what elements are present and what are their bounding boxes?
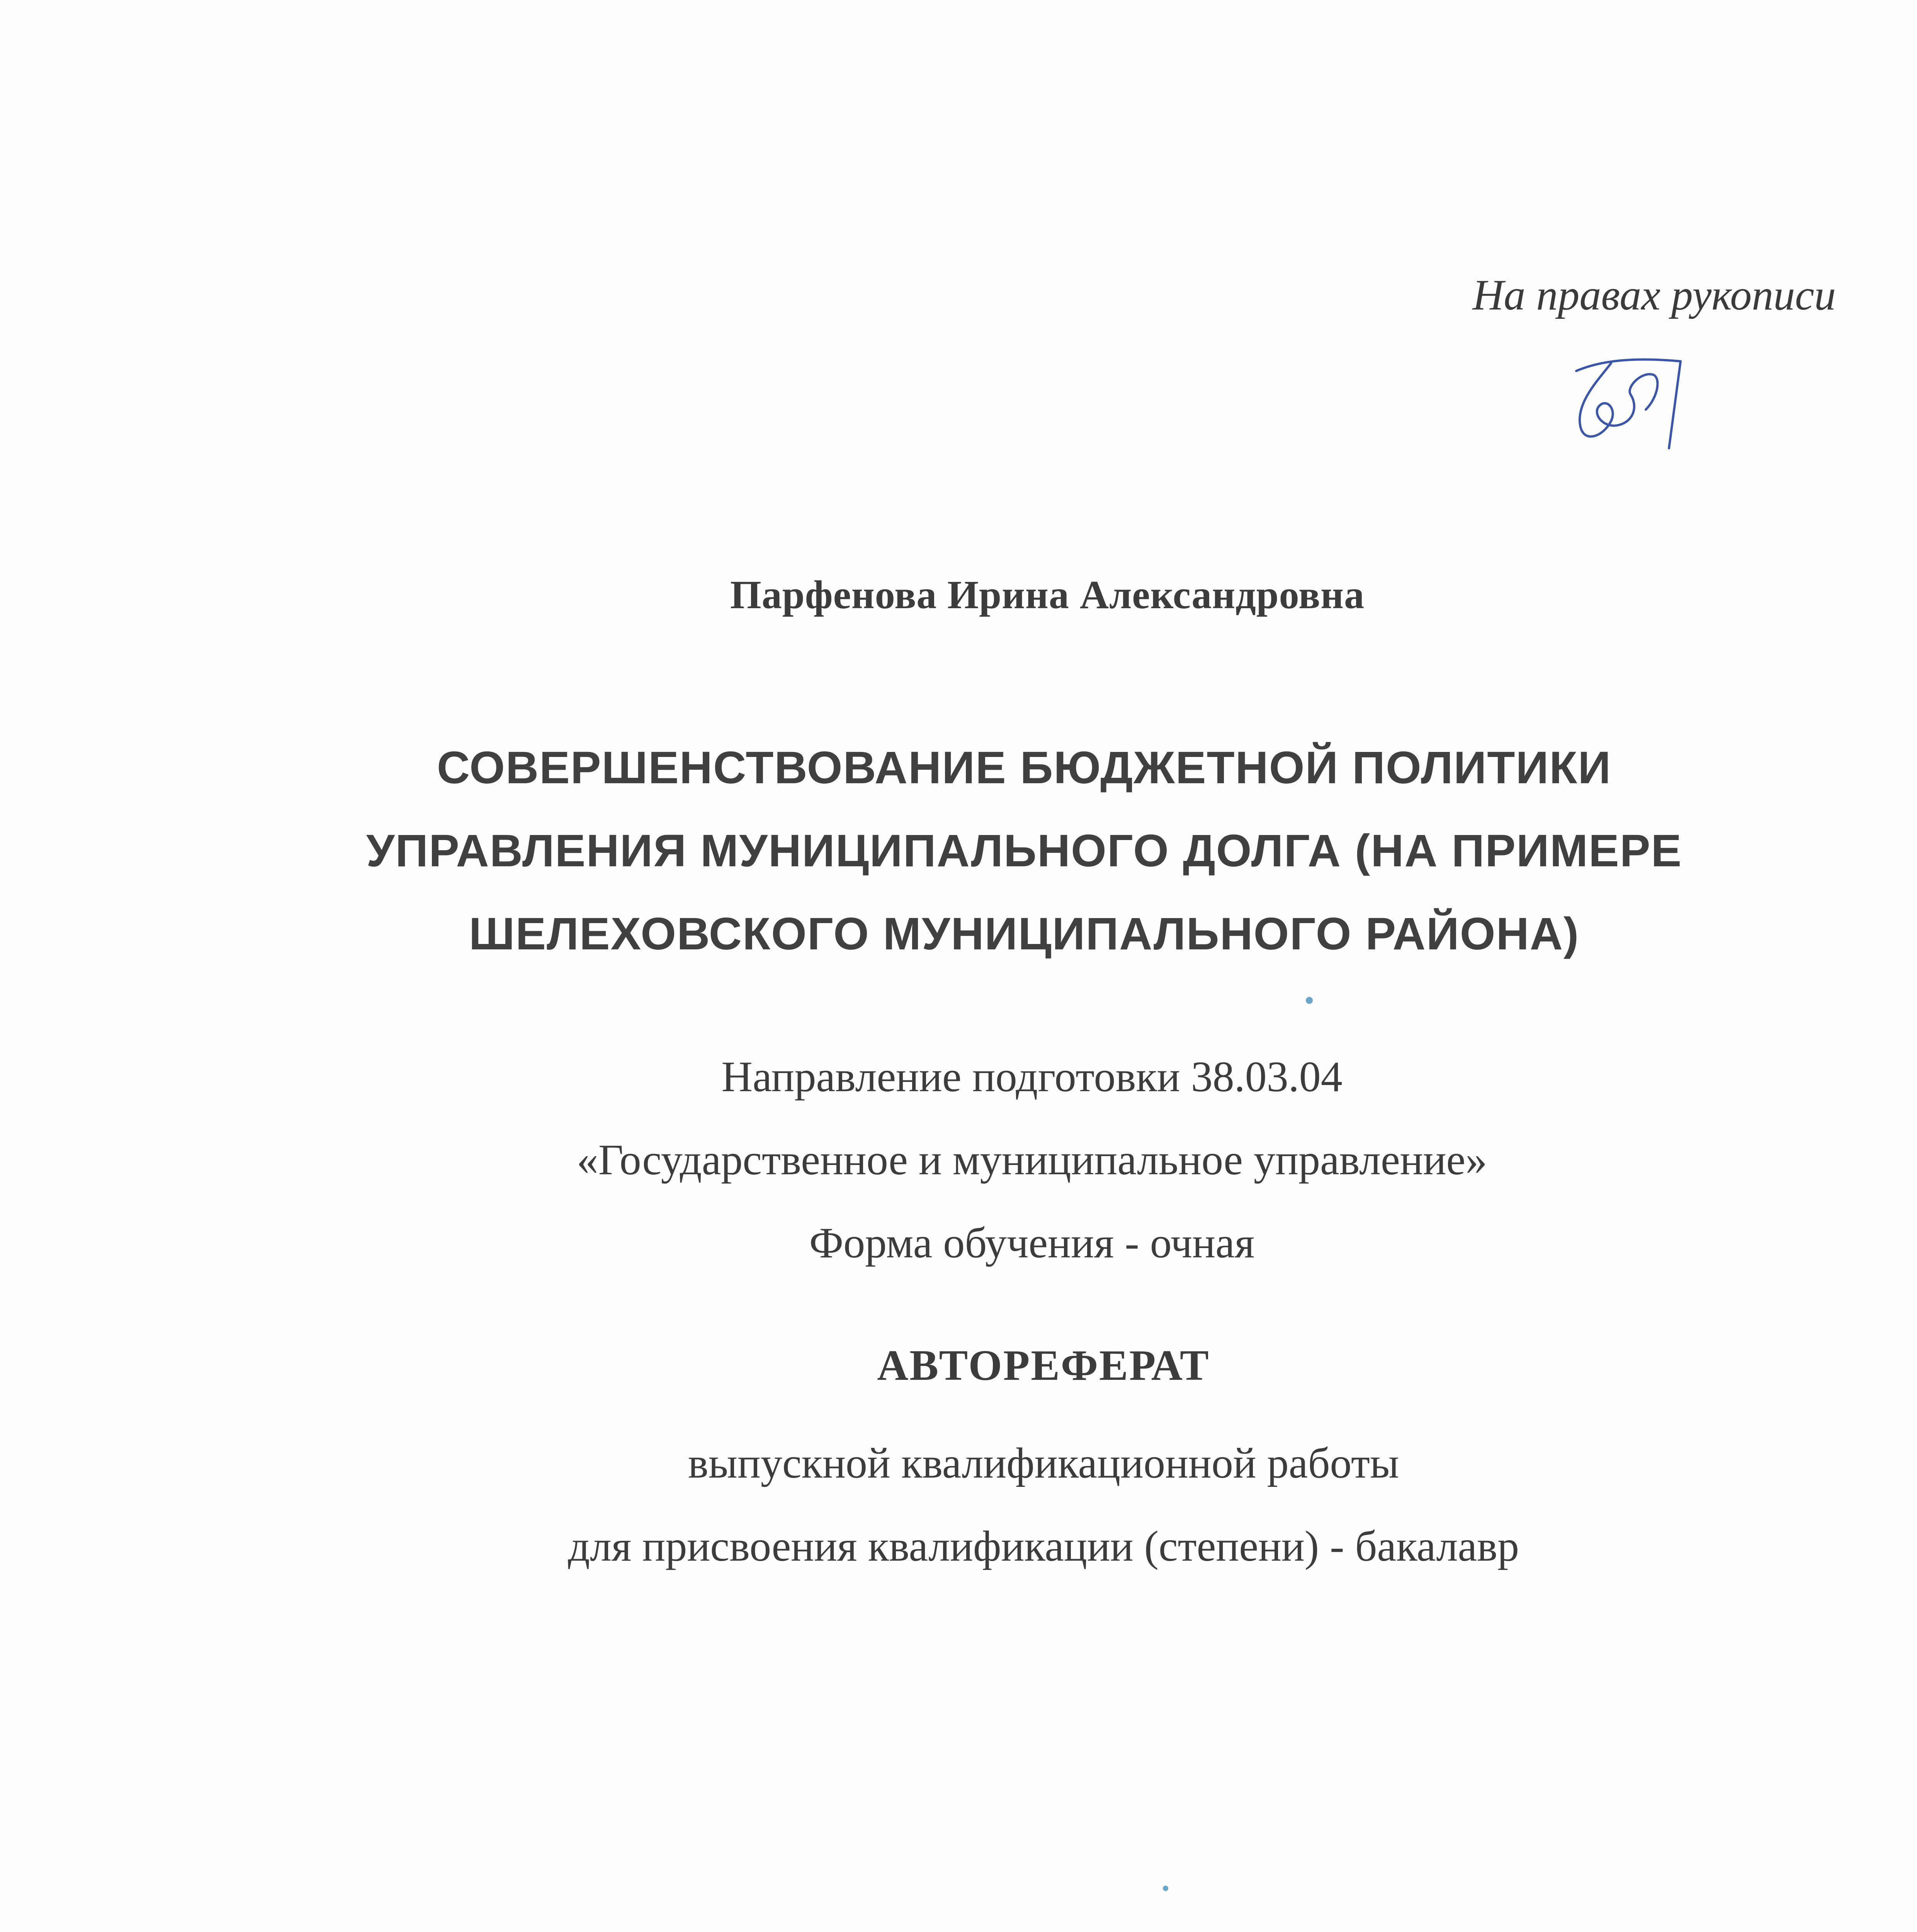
program-block [0,1036,1917,1285]
title-line: УПРАВЛЕНИЯ МУНИЦИПАЛЬНОГО ДОЛГА (НА ПРИМЕРЕ [366,825,1682,876]
scan-speck [1306,997,1313,1004]
scan-speck [1163,1886,1168,1891]
abstract-line: выпускной квалификационной работы [688,1439,1399,1487]
title-line: ШЕЛЕХОВСКОГО МУНИЦИПАЛЬНОГО РАЙОНА) [469,908,1580,959]
study-form: Форма обучения - очная [809,1219,1255,1267]
abstract-line: для присвоения квалификации (степени) - бакалавр [568,1522,1519,1570]
abstract-description [0,1422,1917,1588]
handwritten-signature [1553,348,1715,464]
abstract-heading: АВТОРЕФЕРАТ [877,1342,1210,1389]
thesis-title [0,726,1917,976]
rights-note: На правах рукописи [1472,271,1836,319]
program-name: «Государственное и муниципальное управление» [576,1136,1487,1184]
direction-code: Направление подготовки 38.03.04 [721,1053,1343,1101]
title-line: СОВЕРШЕНСТВОВАНИЕ БЮДЖЕТНОЙ ПОЛИТИКИ [437,742,1612,793]
author-name: Парфенова Ирина Александровна [730,573,1365,617]
